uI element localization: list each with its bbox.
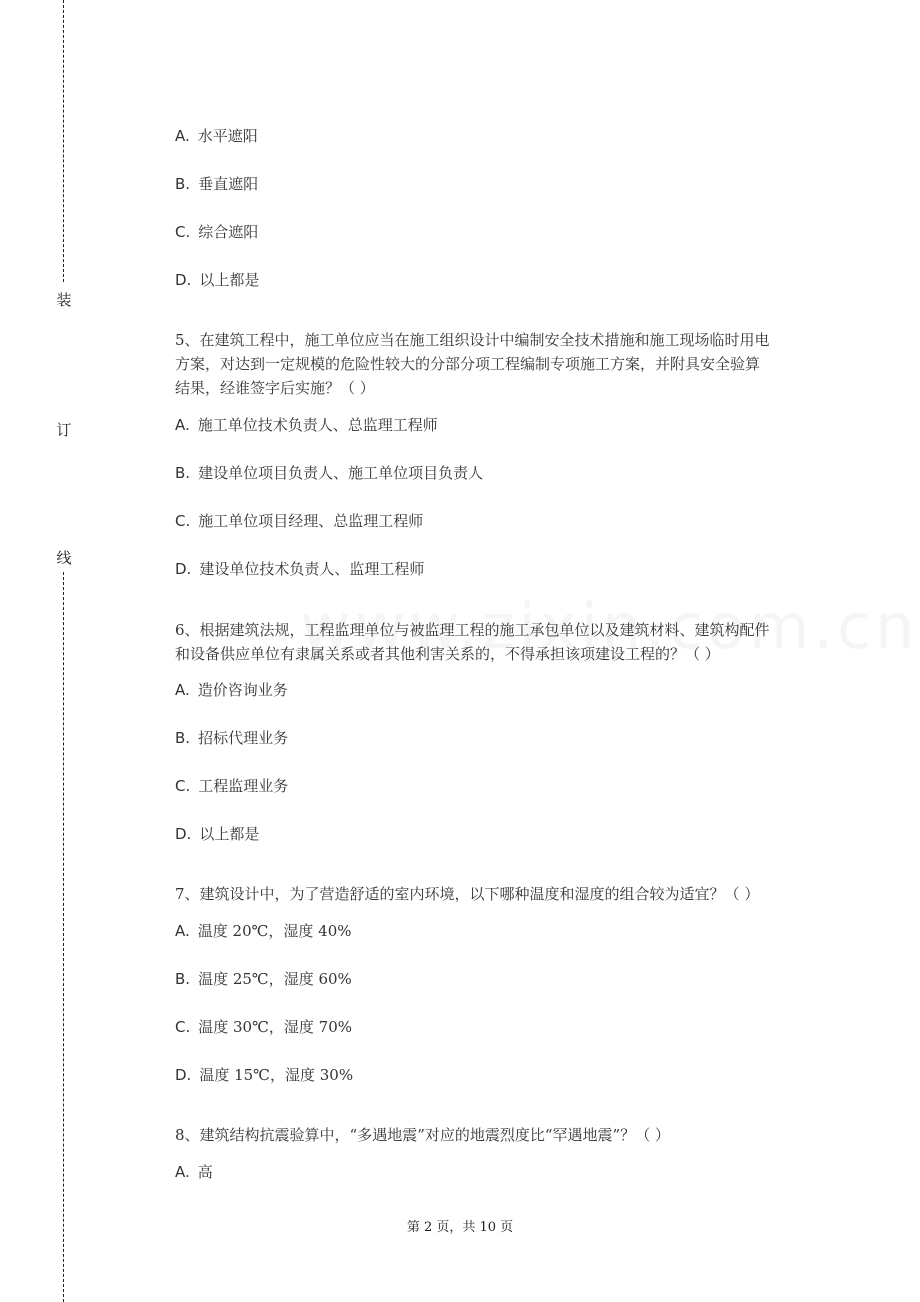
binding-dashed-line-bottom xyxy=(63,572,64,1302)
page-footer: 第 2 页，共 10 页 xyxy=(406,1220,514,1235)
q6-line-1: 6、根据建筑法规，工程监理单位与被监理工程的施工承包单位以及建筑材料、建筑构配件 xyxy=(175,621,770,639)
binding-dashed-line-top xyxy=(63,0,64,282)
q5-line-3: 结果，经谁签字后实施？（ ） xyxy=(175,379,375,397)
q5-line-2: 方案，对达到一定规模的危险性较大的分部分项工程编制专项施工方案，并附具安全验算 xyxy=(175,355,761,373)
q5-option-b: B. 建设单位项目负责人、施工单位项目负责人 xyxy=(175,464,484,482)
q7-option-a: A. 温度 20℃，湿度 40% xyxy=(175,922,352,940)
binding-char-zhuang: 装 xyxy=(56,291,72,309)
q6-line-2: 和设备供应单位有隶属关系或者其他利害关系的，不得承担该项建设工程的？（ ） xyxy=(175,645,720,663)
q8-line-1: 8、建筑结构抗震验算中，“多遇地震”对应的地震烈度比“罕遇地震”？（ ） xyxy=(175,1126,670,1144)
q7-option-c: C. 温度 30℃，湿度 70% xyxy=(175,1018,352,1036)
q5-option-c: C. 施工单位项目经理、总监理工程师 xyxy=(175,512,424,530)
q6-option-b: B. 招标代理业务 xyxy=(175,729,289,747)
q7-option-b: B. 温度 25℃，湿度 60% xyxy=(175,970,352,988)
binding-char-ding: 订 xyxy=(56,421,72,439)
q8-option-a: A. 高 xyxy=(175,1163,213,1181)
binding-char-xian: 线 xyxy=(56,549,72,567)
q7-option-d: D. 温度 15℃，湿度 30% xyxy=(175,1066,354,1084)
q6-option-c: C. 工程监理业务 xyxy=(175,777,289,795)
q7-line-1: 7、建筑设计中，为了营造舒适的室内环境，以下哪种温度和湿度的组合较为适宜？（ ） xyxy=(175,885,760,903)
q5-option-a: A. 施工单位技术负责人、总监理工程师 xyxy=(175,416,438,434)
q4-option-d: D. 以上都是 xyxy=(175,271,260,289)
q6-option-d: D. 以上都是 xyxy=(175,825,260,843)
q4-option-c: C. 综合遮阳 xyxy=(175,223,259,241)
q4-option-b: B. 垂直遮阳 xyxy=(175,175,259,193)
q4-option-a: A. 水平遮阳 xyxy=(175,127,258,145)
q6-option-a: A. 造价咨询业务 xyxy=(175,681,288,699)
q5-option-d: D. 建设单位技术负责人、监理工程师 xyxy=(175,560,425,578)
q5-line-1: 5、在建筑工程中，施工单位应当在施工组织设计中编制安全技术措施和施工现场临时用电 xyxy=(175,331,770,349)
